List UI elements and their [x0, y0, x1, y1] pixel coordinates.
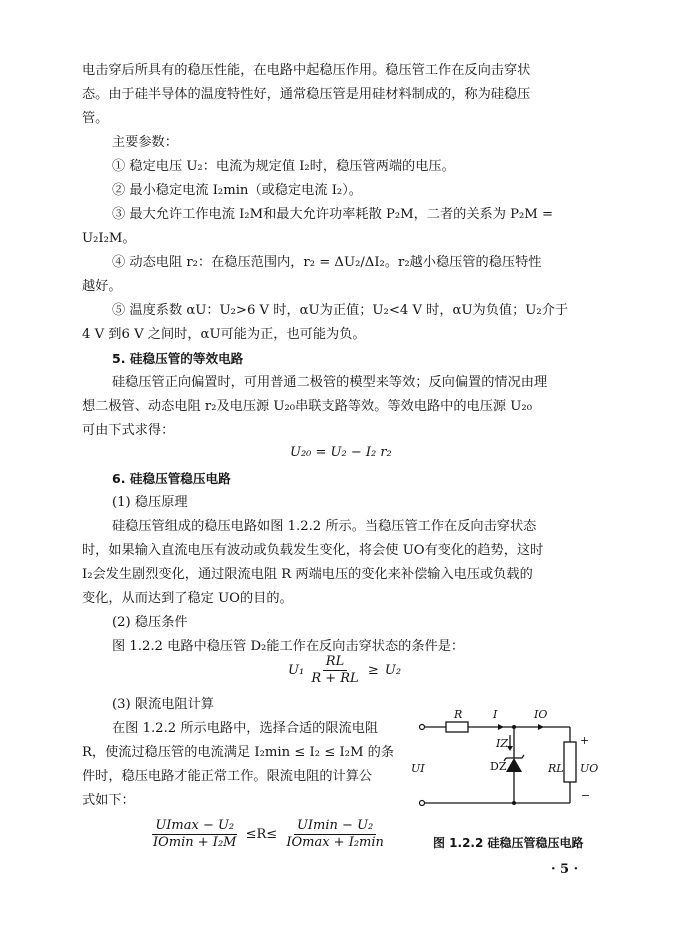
param-item-cont: U₂I₂M。	[82, 231, 136, 246]
label-rl: RL	[548, 762, 564, 775]
eq-fraction	[308, 654, 361, 687]
terminal	[420, 725, 425, 730]
label-r: R	[454, 708, 463, 721]
eq-right-denominator: IOmax + I₂min	[286, 835, 384, 850]
eq-relation: ≤R≤	[245, 827, 278, 842]
label-minus: −	[581, 789, 591, 802]
page-number: · 5 ·	[551, 862, 579, 877]
param-item: ① 稳定电压 U₂：电流为规定值 I₂时，稳压管两端的电压。	[112, 159, 455, 174]
param-item: ④ 动态电阻 r₂：在稳压范围内，r₂ = ΔU₂/ΔI₂。r₂越小稳压管的稳压特性	[112, 255, 542, 270]
label-ui: UI	[411, 762, 425, 775]
section-heading: 5. 硅稳压管的等效电路	[112, 351, 244, 366]
figure-caption: 图 1.2.2 硅稳压管稳压电路	[433, 836, 584, 850]
section-heading: 6. 硅稳压管稳压电路	[112, 471, 231, 486]
resistor-r	[446, 722, 468, 732]
paragraph-line: 件时，稳压电路才能正常工作。限流电阻的计算公	[82, 769, 373, 784]
paragraph-line: 硅稳压管组成的稳压电路如图 1.2.2 所示。当稳压管工作在反向击穿状态	[112, 519, 537, 534]
eq-relation: ≥	[367, 663, 379, 678]
equation-condition	[288, 654, 401, 687]
paragraph-line: 式如下：	[82, 793, 135, 808]
eq-left: U₁	[288, 663, 305, 678]
paragraph-line: 态。由于硅半导体的温度特性好，通常稳压管是用硅材料制成的，称为硅稳压	[82, 87, 531, 102]
eq-numerator: RL	[323, 654, 347, 671]
paragraph-line: 管。	[82, 111, 109, 126]
paragraph-line: 硅稳压管正向偏置时，可用普通二极管的模型来等效；反向偏置的情况由理	[112, 375, 548, 390]
paragraph-line: R，使流过稳压管的电流满足 I₂min ≤ I₂ ≤ I₂M 的条	[82, 745, 395, 760]
label-uo: UO	[580, 762, 599, 775]
paragraph-line: 变化，从而达到了稳定 UO的目的。	[82, 591, 293, 606]
paragraph-line: 在图 1.2.2 所示电路中，选择合适的限流电阻	[112, 721, 379, 736]
paragraph-line: 可由下式求得：	[82, 423, 175, 438]
paragraph-line: I₂会发生剧烈变化，通过限流电阻 R 两端电压的变化来补偿输入电压或负载的	[82, 567, 533, 582]
paragraph-line: 想二极管、动态电阻 r₂及电压源 U₂₀串联支路等效。等效电路中的电压源 U₂₀	[82, 399, 532, 414]
subsection-heading: (1) 稳压原理	[112, 495, 188, 510]
arrow-right-icon	[498, 724, 504, 730]
paragraph-line: 时，如果输入直流电压有波动或负载发生变化，将会使 UO有变化的趋势，这时	[82, 543, 544, 558]
params-heading: 主要参数：	[112, 135, 178, 150]
param-item-cont: 4 V 到6 V 之间时，αU可能为正，也可能为负。	[82, 327, 366, 342]
junction-dot	[512, 801, 516, 805]
arrow-right-icon	[538, 724, 544, 730]
eq-right: U₂	[384, 663, 402, 678]
label-plus: +	[580, 734, 590, 747]
label-iz: IZ	[496, 737, 508, 750]
param-item: ③ 最大允许工作电流 I₂M和最大允许功率耗散 P₂M，二者的关系为 P₂M =	[112, 207, 554, 222]
param-item-cont: 越好。	[82, 279, 122, 294]
eq-right-fraction	[283, 818, 387, 851]
param-item: ⑤ 温度系数 αU：U₂>6 V 时，αU为正值；U₂<4 V 时，αU为负值；U₂介于	[112, 303, 569, 318]
equation-uz0: U₂₀ = U₂ − I₂ r₂	[290, 445, 392, 460]
eq-left-denominator: IOmin + I₂M	[153, 835, 237, 850]
label-i: I	[493, 708, 498, 721]
eq-left-numerator: UImax − U₂	[152, 818, 237, 835]
param-item: ② 最小稳定电流 I₂min（或稳定电流 I₂）。	[112, 183, 362, 198]
eq-denominator: R + RL	[311, 671, 359, 686]
subsection-heading: (2) 稳压条件	[112, 615, 188, 630]
zener-bar	[506, 755, 524, 758]
paragraph-line: 图 1.2.2 电路中稳压管 D₂能工作在反向击穿状态的条件是：	[112, 639, 465, 654]
eq-left-fraction	[150, 818, 239, 851]
zener-regulator-circuit	[410, 700, 610, 825]
label-dz: DZ	[490, 760, 507, 773]
zener-diode-icon	[506, 758, 522, 772]
paragraph-line: 电击穿后所具有的稳压性能，在电路中起稳压作用。稳压管工作在反向击穿状	[82, 63, 531, 78]
terminal	[420, 801, 425, 806]
label-io: IO	[534, 708, 548, 721]
eq-right-numerator: UImin − U₂	[294, 818, 376, 835]
junction-dot	[512, 725, 516, 729]
resistor-rl	[564, 742, 576, 782]
equation-resistor-range	[150, 818, 387, 851]
subsection-heading: (3) 限流电阻计算	[112, 697, 214, 712]
